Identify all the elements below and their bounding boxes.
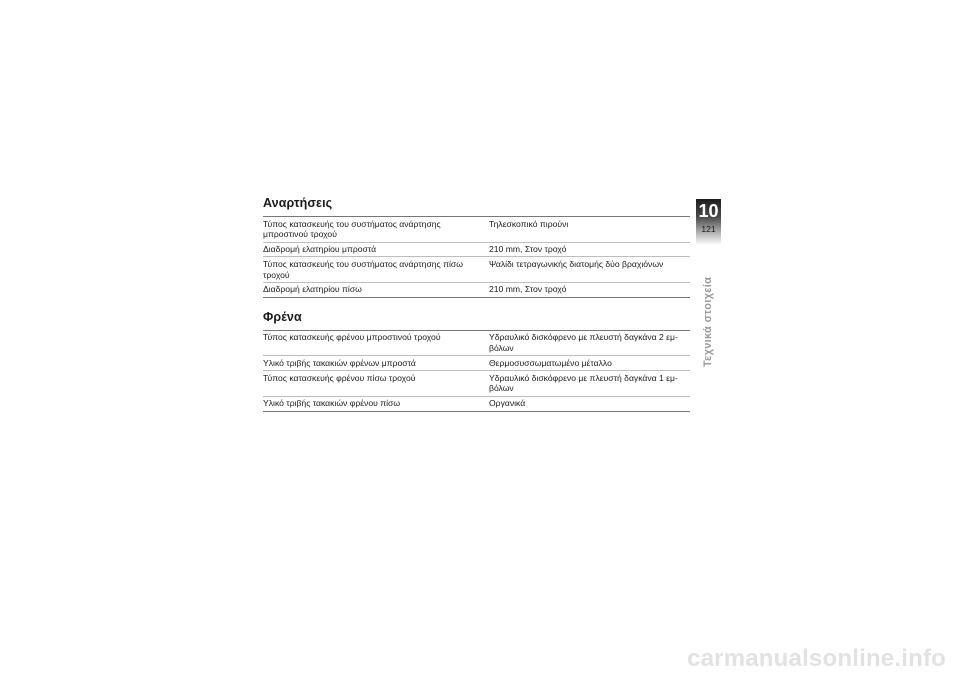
spec-value: Τηλεσκοπικό πιρούνι xyxy=(489,217,690,243)
table-row xyxy=(263,371,690,397)
section-title-brakes: Φρένα xyxy=(263,309,302,324)
spec-value: 210 mm, Στον τροχό xyxy=(489,282,690,297)
spec-value: Ψαλίδι τετραγωνικής διατομής δύο βραχιόνων xyxy=(489,257,690,283)
spec-content xyxy=(263,196,690,412)
spec-value: Οργανικά xyxy=(489,396,690,411)
chapter-title: Τεχνικά στοιχεία xyxy=(702,276,714,368)
brakes-spec-table xyxy=(263,330,690,412)
spec-label: Διαδρομή ελατηρίου πίσω xyxy=(263,282,489,297)
watermark: carmanualsonline.info xyxy=(687,645,946,672)
section-title-suspension: Αναρτήσεις xyxy=(263,196,333,210)
spec-value: Θερμοσυσσωματωμένο μέταλλο xyxy=(489,356,690,371)
spec-label: Υλικό τριβής τακακιών φρένων μπροστά xyxy=(263,356,489,371)
spec-label: Διαδρομή ελατηρίου μπροστά xyxy=(263,242,489,257)
table-row xyxy=(263,217,690,243)
table-row xyxy=(263,396,690,411)
suspension-spec-table xyxy=(263,216,690,298)
spec-label: Τύπος κατασκευής του συστήματος ανάρτησης πίσω τροχού xyxy=(263,257,489,283)
spec-label: Τύπος κατασκευής του συστήματος ανάρτησης μπροστινού τροχού xyxy=(263,217,489,243)
chapter-tab xyxy=(696,199,721,245)
spec-label: Τύπος κατασκευής φρένου μπροστινού τροχού xyxy=(263,330,489,356)
page-number: 121 xyxy=(701,224,716,234)
spec-value: Υδραυλικό δισκόφρενο με πλευστή δαγκάνα 1 εμ-βόλων xyxy=(489,371,690,397)
table-row xyxy=(263,242,690,257)
table-row xyxy=(263,330,690,356)
spec-value: 210 mm, Στον τροχό xyxy=(489,242,690,257)
spec-label: Υλικό τριβής τακακιών φρένου πίσω xyxy=(263,396,489,411)
spec-value: Υδραυλικό δισκόφρενο με πλευστή δαγκάνα 2 εμ-βόλων xyxy=(489,330,690,356)
spec-label: Τύπος κατασκευής φρένου πίσω τροχού xyxy=(263,371,489,397)
table-row xyxy=(263,282,690,297)
table-row xyxy=(263,257,690,283)
chapter-title-container xyxy=(700,270,716,375)
chapter-number: 10 xyxy=(698,201,719,221)
table-row xyxy=(263,356,690,371)
